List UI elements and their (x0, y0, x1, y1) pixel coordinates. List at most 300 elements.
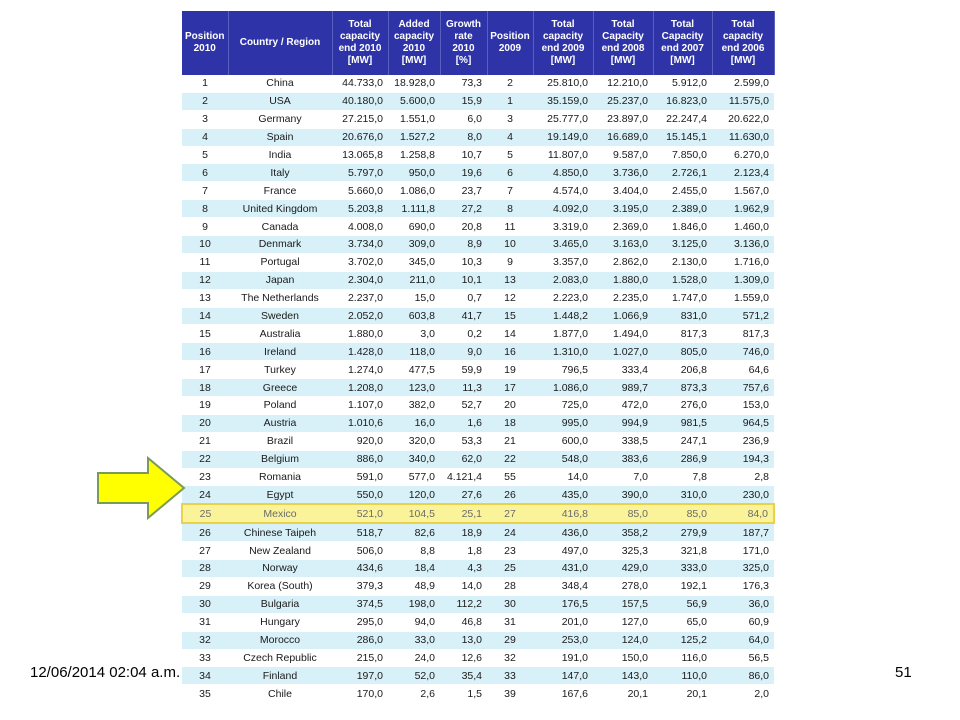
cell-position-2010: 7 (182, 182, 228, 200)
cell-total-2009: 4.092,0 (533, 200, 593, 218)
cell-position-2010: 14 (182, 307, 228, 325)
cell-total-2007: 125,2 (653, 631, 712, 649)
cell-total-2009: 2.223,0 (533, 289, 593, 307)
table-row (182, 75, 774, 92)
cell-added-2010: 15,0 (388, 289, 440, 307)
cell-position-2010: 31 (182, 613, 228, 631)
cell-total-2006: 2.599,0 (712, 75, 774, 92)
cell-total-2006: 176,3 (712, 577, 774, 595)
cell-total-2009: 3.319,0 (533, 218, 593, 236)
header-position-2009: Position 2009 (487, 11, 533, 75)
cell-total-2008: 390,0 (593, 486, 653, 504)
cell-added-2010: 2,6 (388, 685, 440, 703)
cell-growth-2010: 20,8 (440, 218, 487, 236)
cell-total-2010: 215,0 (332, 649, 388, 667)
cell-position-2009: 24 (487, 523, 533, 541)
cell-growth-2010: 8,0 (440, 128, 487, 146)
cell-total-2007: 65,0 (653, 613, 712, 631)
cell-position-2010: 6 (182, 164, 228, 182)
cell-added-2010: 52,0 (388, 667, 440, 685)
header-total-capacity-2007: Total Capacity end 2007 [MW] (653, 11, 712, 75)
cell-position-2009: 21 (487, 432, 533, 450)
cell-total-2007: 15.145,1 (653, 128, 712, 146)
cell-position-2010: 29 (182, 577, 228, 595)
header-added-capacity-2010: Added capacity 2010 [MW] (388, 11, 440, 75)
cell-country: France (228, 182, 332, 200)
cell-position-2010: 11 (182, 253, 228, 271)
cell-total-2009: 435,0 (533, 486, 593, 504)
cell-total-2006: 64,0 (712, 631, 774, 649)
cell-position-2009: 4 (487, 128, 533, 146)
cell-total-2008: 325,3 (593, 542, 653, 560)
cell-added-2010: 8,8 (388, 542, 440, 560)
cell-added-2010: 120,0 (388, 486, 440, 504)
cell-country: Austria (228, 414, 332, 432)
cell-position-2010: 16 (182, 343, 228, 361)
table-row (182, 631, 774, 649)
table-row (182, 307, 774, 325)
cell-total-2009: 176,5 (533, 595, 593, 613)
cell-total-2006: 36,0 (712, 595, 774, 613)
cell-total-2006: 325,0 (712, 560, 774, 578)
cell-total-2006: 171,0 (712, 542, 774, 560)
cell-total-2006: 757,6 (712, 379, 774, 397)
cell-position-2010: 18 (182, 379, 228, 397)
cell-total-2010: 3.702,0 (332, 253, 388, 271)
cell-growth-2010: 18,9 (440, 523, 487, 541)
cell-added-2010: 48,9 (388, 577, 440, 595)
cell-total-2007: 20,1 (653, 685, 712, 703)
cell-country: Egypt (228, 486, 332, 504)
cell-position-2009: 26 (487, 486, 533, 504)
cell-total-2009: 1.877,0 (533, 325, 593, 343)
cell-country: Czech Republic (228, 649, 332, 667)
cell-position-2010: 23 (182, 468, 228, 486)
cell-total-2010: 379,3 (332, 577, 388, 595)
cell-growth-2010: 46,8 (440, 613, 487, 631)
cell-added-2010: 1.086,0 (388, 182, 440, 200)
cell-added-2010: 33,0 (388, 631, 440, 649)
cell-position-2009: 17 (487, 379, 533, 397)
table-row (182, 577, 774, 595)
cell-position-2009: 15 (487, 307, 533, 325)
cell-total-2009: 725,0 (533, 397, 593, 415)
cell-growth-2010: 25,1 (440, 504, 487, 523)
cell-total-2008: 1.880,0 (593, 271, 653, 289)
cell-position-2009: 5 (487, 146, 533, 164)
header-growth-rate-2010: Growth rate 2010 [%] (440, 11, 487, 75)
cell-total-2008: 1.066,9 (593, 307, 653, 325)
cell-total-2010: 2.237,0 (332, 289, 388, 307)
cell-position-2009: 32 (487, 649, 533, 667)
cell-total-2007: 5.912,0 (653, 75, 712, 92)
cell-position-2009: 2 (487, 75, 533, 92)
cell-growth-2010: 0,2 (440, 325, 487, 343)
cell-added-2010: 3,0 (388, 325, 440, 343)
cell-growth-2010: 11,3 (440, 379, 487, 397)
cell-position-2009: 25 (487, 560, 533, 578)
cell-total-2006: 11.575,0 (712, 92, 774, 110)
cell-total-2006: 2.123,4 (712, 164, 774, 182)
cell-country: Romania (228, 468, 332, 486)
cell-total-2007: 310,0 (653, 486, 712, 504)
right-arrow-icon (96, 456, 186, 520)
table-row (182, 146, 774, 164)
cell-growth-2010: 10,1 (440, 271, 487, 289)
cell-country: Poland (228, 397, 332, 415)
cell-added-2010: 345,0 (388, 253, 440, 271)
cell-growth-2010: 1,8 (440, 542, 487, 560)
table-row (182, 182, 774, 200)
cell-total-2009: 600,0 (533, 432, 593, 450)
cell-total-2008: 85,0 (593, 504, 653, 523)
cell-country: Turkey (228, 361, 332, 379)
table-row (182, 236, 774, 254)
cell-total-2007: 333,0 (653, 560, 712, 578)
cell-total-2009: 1.448,2 (533, 307, 593, 325)
table-row (182, 450, 774, 468)
cell-country: Denmark (228, 236, 332, 254)
cell-total-2010: 1.274,0 (332, 361, 388, 379)
cell-total-2008: 127,0 (593, 613, 653, 631)
table-row (182, 414, 774, 432)
cell-position-2010: 3 (182, 110, 228, 128)
cell-total-2008: 383,6 (593, 450, 653, 468)
cell-growth-2010: 73,3 (440, 75, 487, 92)
cell-added-2010: 123,0 (388, 379, 440, 397)
cell-country: Chile (228, 685, 332, 703)
cell-total-2009: 348,4 (533, 577, 593, 595)
cell-growth-2010: 59,9 (440, 361, 487, 379)
table-row (182, 110, 774, 128)
cell-total-2006: 2,0 (712, 685, 774, 703)
cell-country: USA (228, 92, 332, 110)
cell-added-2010: 603,8 (388, 307, 440, 325)
cell-total-2006: 153,0 (712, 397, 774, 415)
cell-total-2009: 431,0 (533, 560, 593, 578)
cell-total-2010: 5.203,8 (332, 200, 388, 218)
cell-position-2009: 29 (487, 631, 533, 649)
cell-country: Finland (228, 667, 332, 685)
cell-position-2010: 8 (182, 200, 228, 218)
cell-total-2008: 12.210,0 (593, 75, 653, 92)
cell-total-2007: 321,8 (653, 542, 712, 560)
cell-country: Norway (228, 560, 332, 578)
cell-total-2008: 9.587,0 (593, 146, 653, 164)
cell-total-2009: 25.810,0 (533, 75, 593, 92)
cell-position-2010: 17 (182, 361, 228, 379)
cell-total-2010: 5.660,0 (332, 182, 388, 200)
cell-country: Ireland (228, 343, 332, 361)
table-row (182, 343, 774, 361)
cell-total-2008: 358,2 (593, 523, 653, 541)
cell-total-2010: 170,0 (332, 685, 388, 703)
table-row (182, 92, 774, 110)
table-row (182, 200, 774, 218)
cell-total-2009: 1.310,0 (533, 343, 593, 361)
cell-position-2009: 30 (487, 595, 533, 613)
cell-total-2006: 64,6 (712, 361, 774, 379)
cell-total-2006: 817,3 (712, 325, 774, 343)
cell-total-2009: 436,0 (533, 523, 593, 541)
cell-total-2008: 23.897,0 (593, 110, 653, 128)
cell-total-2006: 60,9 (712, 613, 774, 631)
cell-position-2009: 18 (487, 414, 533, 432)
cell-total-2009: 191,0 (533, 649, 593, 667)
cell-total-2008: 150,0 (593, 649, 653, 667)
cell-growth-2010: 9,0 (440, 343, 487, 361)
cell-added-2010: 382,0 (388, 397, 440, 415)
cell-total-2008: 2.369,0 (593, 218, 653, 236)
cell-position-2010: 4 (182, 128, 228, 146)
cell-total-2010: 286,0 (332, 631, 388, 649)
table-row (182, 685, 774, 703)
cell-growth-2010: 1,6 (440, 414, 487, 432)
cell-total-2008: 989,7 (593, 379, 653, 397)
cell-position-2009: 10 (487, 236, 533, 254)
footer-date: 12/06/2014 02:04 a.m. (30, 664, 181, 681)
page-number: 51 (895, 664, 912, 681)
cell-added-2010: 950,0 (388, 164, 440, 182)
cell-growth-2010: 1,5 (440, 685, 487, 703)
cell-added-2010: 211,0 (388, 271, 440, 289)
cell-position-2009: 28 (487, 577, 533, 595)
cell-total-2007: 3.125,0 (653, 236, 712, 254)
cell-growth-2010: 35,4 (440, 667, 487, 685)
cell-total-2006: 56,5 (712, 649, 774, 667)
table-row (182, 253, 774, 271)
cell-total-2008: 20,1 (593, 685, 653, 703)
cell-position-2009: 19 (487, 361, 533, 379)
cell-growth-2010: 12,6 (440, 649, 487, 667)
cell-growth-2010: 52,7 (440, 397, 487, 415)
cell-position-2009: 14 (487, 325, 533, 343)
cell-total-2007: 116,0 (653, 649, 712, 667)
cell-total-2006: 2,8 (712, 468, 774, 486)
cell-position-2009: 33 (487, 667, 533, 685)
cell-added-2010: 320,0 (388, 432, 440, 450)
table-row (182, 397, 774, 415)
cell-total-2007: 192,1 (653, 577, 712, 595)
header-total-capacity-2010: Total capacity end 2010 [MW] (332, 11, 388, 75)
cell-total-2006: 194,3 (712, 450, 774, 468)
cell-country: The Netherlands (228, 289, 332, 307)
cell-total-2009: 11.807,0 (533, 146, 593, 164)
cell-added-2010: 1.527,2 (388, 128, 440, 146)
cell-total-2010: 295,0 (332, 613, 388, 631)
cell-growth-2010: 62,0 (440, 450, 487, 468)
table-row (182, 542, 774, 560)
cell-country: Sweden (228, 307, 332, 325)
cell-country: Morocco (228, 631, 332, 649)
cell-total-2008: 338,5 (593, 432, 653, 450)
cell-added-2010: 690,0 (388, 218, 440, 236)
cell-growth-2010: 8,9 (440, 236, 487, 254)
cell-total-2007: 206,8 (653, 361, 712, 379)
cell-added-2010: 104,5 (388, 504, 440, 523)
cell-total-2008: 994,9 (593, 414, 653, 432)
cell-growth-2010: 0,7 (440, 289, 487, 307)
cell-added-2010: 18.928,0 (388, 75, 440, 92)
header-total-capacity-2006: Total capacity end 2006 [MW] (712, 11, 774, 75)
cell-growth-2010: 23,7 (440, 182, 487, 200)
cell-position-2010: 22 (182, 450, 228, 468)
cell-total-2010: 550,0 (332, 486, 388, 504)
cell-position-2009: 23 (487, 542, 533, 560)
cell-position-2009: 20 (487, 397, 533, 415)
table-body (182, 75, 774, 703)
cell-growth-2010: 27,2 (440, 200, 487, 218)
cell-total-2009: 35.159,0 (533, 92, 593, 110)
cell-total-2008: 278,0 (593, 577, 653, 595)
table-header-row (182, 11, 774, 75)
cell-position-2009: 27 (487, 504, 533, 523)
header-total-capacity-2009: Total capacity end 2009 [MW] (533, 11, 593, 75)
cell-added-2010: 1.258,8 (388, 146, 440, 164)
cell-growth-2010: 27,6 (440, 486, 487, 504)
cell-total-2006: 187,7 (712, 523, 774, 541)
cell-country: Chinese Taipeh (228, 523, 332, 541)
cell-total-2008: 472,0 (593, 397, 653, 415)
cell-total-2007: 279,9 (653, 523, 712, 541)
cell-total-2009: 253,0 (533, 631, 593, 649)
cell-total-2008: 3.736,0 (593, 164, 653, 182)
cell-total-2007: 831,0 (653, 307, 712, 325)
cell-position-2009: 3 (487, 110, 533, 128)
cell-total-2010: 521,0 (332, 504, 388, 523)
cell-position-2010: 30 (182, 595, 228, 613)
cell-growth-2010: 53,3 (440, 432, 487, 450)
cell-total-2007: 2.726,1 (653, 164, 712, 182)
cell-total-2010: 197,0 (332, 667, 388, 685)
cell-country: Canada (228, 218, 332, 236)
cell-position-2009: 39 (487, 685, 533, 703)
cell-position-2010: 9 (182, 218, 228, 236)
cell-position-2009: 55 (487, 468, 533, 486)
cell-total-2010: 506,0 (332, 542, 388, 560)
cell-total-2007: 1.846,0 (653, 218, 712, 236)
cell-added-2010: 1.111,8 (388, 200, 440, 218)
cell-total-2008: 25.237,0 (593, 92, 653, 110)
cell-position-2010: 19 (182, 397, 228, 415)
table-row (182, 667, 774, 685)
table-row (182, 432, 774, 450)
cell-country: Spain (228, 128, 332, 146)
cell-position-2010: 10 (182, 236, 228, 254)
cell-total-2010: 374,5 (332, 595, 388, 613)
cell-total-2009: 201,0 (533, 613, 593, 631)
cell-country: Germany (228, 110, 332, 128)
cell-total-2008: 3.163,0 (593, 236, 653, 254)
cell-position-2010: 27 (182, 542, 228, 560)
cell-total-2008: 429,0 (593, 560, 653, 578)
cell-growth-2010: 10,3 (440, 253, 487, 271)
table-row (182, 613, 774, 631)
cell-position-2010: 12 (182, 271, 228, 289)
cell-total-2009: 4.574,0 (533, 182, 593, 200)
cell-position-2009: 7 (487, 182, 533, 200)
cell-total-2007: 22.247,4 (653, 110, 712, 128)
cell-added-2010: 24,0 (388, 649, 440, 667)
cell-total-2009: 147,0 (533, 667, 593, 685)
cell-total-2006: 746,0 (712, 343, 774, 361)
cell-country: Italy (228, 164, 332, 182)
cell-total-2010: 44.733,0 (332, 75, 388, 92)
cell-total-2006: 230,0 (712, 486, 774, 504)
cell-total-2007: 817,3 (653, 325, 712, 343)
header-country-region: Country / Region (228, 11, 332, 75)
cell-total-2010: 20.676,0 (332, 128, 388, 146)
cell-added-2010: 577,0 (388, 468, 440, 486)
cell-position-2009: 16 (487, 343, 533, 361)
cell-country: New Zealand (228, 542, 332, 560)
cell-total-2006: 1.309,0 (712, 271, 774, 289)
cell-position-2010: 20 (182, 414, 228, 432)
cell-total-2007: 2.455,0 (653, 182, 712, 200)
table-row (182, 361, 774, 379)
cell-country: Japan (228, 271, 332, 289)
table-row (182, 218, 774, 236)
cell-total-2009: 796,5 (533, 361, 593, 379)
table-row (182, 468, 774, 486)
cell-growth-2010: 4,3 (440, 560, 487, 578)
cell-position-2009: 13 (487, 271, 533, 289)
cell-total-2009: 416,8 (533, 504, 593, 523)
cell-added-2010: 309,0 (388, 236, 440, 254)
cell-total-2007: 85,0 (653, 504, 712, 523)
cell-total-2010: 886,0 (332, 450, 388, 468)
cell-total-2010: 40.180,0 (332, 92, 388, 110)
cell-total-2010: 518,7 (332, 523, 388, 541)
cell-growth-2010: 6,0 (440, 110, 487, 128)
cell-position-2010: 35 (182, 685, 228, 703)
cell-total-2007: 7.850,0 (653, 146, 712, 164)
cell-country: Mexico (228, 504, 332, 523)
cell-total-2009: 1.086,0 (533, 379, 593, 397)
cell-total-2009: 548,0 (533, 450, 593, 468)
cell-position-2010: 32 (182, 631, 228, 649)
cell-total-2007: 981,5 (653, 414, 712, 432)
cell-total-2007: 1.747,0 (653, 289, 712, 307)
cell-total-2006: 6.270,0 (712, 146, 774, 164)
cell-position-2010: 34 (182, 667, 228, 685)
cell-total-2006: 1.460,0 (712, 218, 774, 236)
cell-total-2010: 920,0 (332, 432, 388, 450)
cell-total-2006: 236,9 (712, 432, 774, 450)
cell-growth-2010: 10,7 (440, 146, 487, 164)
table-row (182, 164, 774, 182)
cell-total-2008: 143,0 (593, 667, 653, 685)
cell-total-2010: 3.734,0 (332, 236, 388, 254)
cell-position-2009: 11 (487, 218, 533, 236)
header-position-2010: Position 2010 (182, 11, 228, 75)
cell-total-2010: 1.208,0 (332, 379, 388, 397)
cell-total-2010: 2.052,0 (332, 307, 388, 325)
cell-total-2007: 110,0 (653, 667, 712, 685)
cell-total-2009: 2.083,0 (533, 271, 593, 289)
cell-added-2010: 94,0 (388, 613, 440, 631)
cell-total-2006: 20.622,0 (712, 110, 774, 128)
table-row (182, 523, 774, 541)
cell-position-2009: 31 (487, 613, 533, 631)
cell-country: Australia (228, 325, 332, 343)
cell-total-2006: 1.559,0 (712, 289, 774, 307)
wind-capacity-table-container (181, 11, 773, 703)
cell-growth-2010: 14,0 (440, 577, 487, 595)
cell-added-2010: 18,4 (388, 560, 440, 578)
cell-total-2008: 3.404,0 (593, 182, 653, 200)
cell-position-2010: 28 (182, 560, 228, 578)
